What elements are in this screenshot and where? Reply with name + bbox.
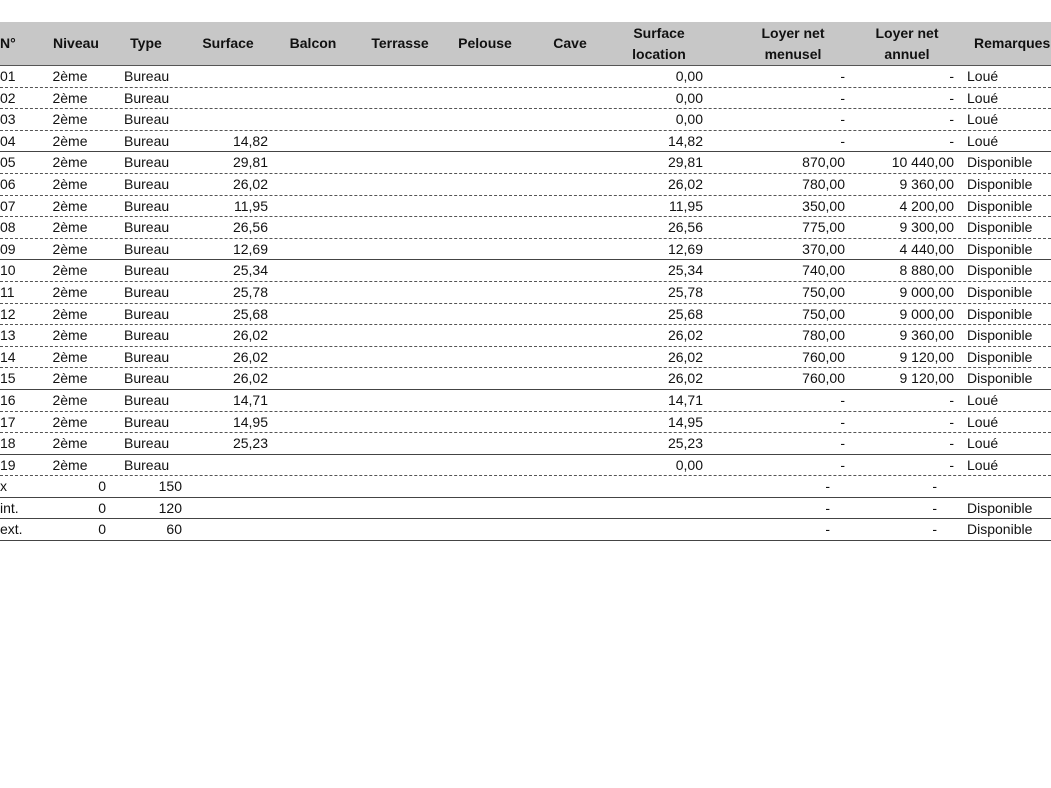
cell-type: Bureau (124, 219, 170, 236)
cell-niveau: 2ème (52, 305, 88, 322)
cell-surface-location: 14,71 (667, 391, 703, 408)
cell-surface-location: 0,00 (675, 456, 703, 473)
cell-loyer-annuel: 9 360,00 (899, 327, 954, 344)
table-row (0, 217, 1051, 239)
cell-loyer-mensuel: - (825, 521, 830, 538)
cell-loyer-annuel: - (932, 521, 937, 538)
table-header-row (0, 22, 1051, 66)
cell-remarques: Loué (967, 435, 999, 452)
cell-loyer-annuel: 9 120,00 (899, 370, 954, 387)
cell-remarques (967, 476, 1051, 496)
cell-type: Bureau (124, 327, 170, 344)
cell-num: ext. (0, 521, 23, 538)
table-row (0, 282, 1051, 304)
cell-loyer-annuel: - (949, 456, 954, 473)
cell-surface-location: 0,00 (675, 89, 703, 106)
cell-num: 16 (0, 391, 16, 408)
cell-surface: 25,78 (232, 283, 268, 300)
cell-niveau: 2ème (52, 391, 88, 408)
cell-loyer-mensuel: 750,00 (802, 283, 845, 300)
cell-remarques: Disponible (967, 283, 1033, 300)
cell-num: 10 (0, 262, 16, 279)
cell-surface (200, 109, 268, 129)
cell-loyer-annuel: - (932, 499, 937, 516)
cell-remarques: Disponible (967, 154, 1033, 171)
cell-niveau: 2ème (52, 283, 88, 300)
cell-loyer-annuel: 4 200,00 (899, 197, 954, 214)
cell-loyer-annuel: - (949, 132, 954, 149)
cell-loyer-mensuel: - (840, 456, 845, 473)
table-row (0, 196, 1051, 218)
cell-remarques: Loué (967, 391, 999, 408)
cell-surface (200, 455, 268, 475)
cell-loyer-mensuel: 775,00 (802, 219, 845, 236)
cell-loyer-mensuel: - (840, 68, 845, 84)
cell-num: x (0, 478, 7, 495)
cell-surface-location: 0,00 (675, 111, 703, 128)
cell-niveau: 2ème (52, 240, 88, 257)
header-num: N° (0, 35, 16, 51)
table-row (0, 260, 1051, 282)
cell-surface: 26,56 (232, 219, 268, 236)
cell-surface-location: 26,02 (667, 175, 703, 192)
cell-niveau: 2ème (52, 154, 88, 171)
cell-surface (200, 88, 268, 108)
cell-type: Bureau (124, 391, 170, 408)
header-surface-location: Surface location (632, 24, 686, 62)
cell-surface-location: 26,02 (667, 370, 703, 387)
table-row (0, 368, 1051, 390)
cell-loyer-mensuel: 760,00 (802, 348, 845, 365)
cell-loyer-mensuel: - (840, 111, 845, 128)
cell-loyer-annuel: - (949, 391, 954, 408)
cell-surface: 26,02 (232, 175, 268, 192)
cell-type: Bureau (124, 68, 170, 84)
cell-type: Bureau (124, 283, 170, 300)
table-row (0, 88, 1051, 110)
cell-loyer-annuel: 10 440,00 (891, 154, 954, 171)
cell-loyer-mensuel: - (840, 435, 845, 452)
header-cave: Cave (553, 35, 587, 51)
cell-type: Bureau (124, 132, 170, 149)
cell-type: Bureau (124, 305, 170, 322)
header-loyer-annuel: Loyer net annuel (875, 24, 939, 62)
cell-surface: 26,02 (232, 327, 268, 344)
table-row (0, 304, 1051, 326)
header-balcon: Balcon (289, 35, 337, 51)
cell-loyer-mensuel: - (840, 89, 845, 106)
cell-num: 02 (0, 89, 16, 106)
cell-remarques: Disponible (967, 305, 1033, 322)
table-row (0, 476, 1051, 498)
cell-num: 08 (0, 219, 16, 236)
cell-loyer-annuel: 8 880,00 (899, 262, 954, 279)
table-row (0, 498, 1051, 520)
cell-loyer-annuel: 9 000,00 (899, 305, 954, 322)
table-row (0, 519, 1051, 541)
cell-num: 13 (0, 327, 16, 344)
cell-remarques: Loué (967, 132, 999, 149)
cell-loyer-mensuel: 780,00 (802, 327, 845, 344)
cell-remarques: Loué (967, 68, 999, 84)
cell-niveau: 0 (98, 478, 106, 495)
cell-remarques: Disponible (967, 499, 1033, 516)
cell-surface-location: 29,81 (667, 154, 703, 171)
cell-loyer-mensuel: - (840, 132, 845, 149)
cell-loyer-annuel: - (949, 89, 954, 106)
cell-surface: 11,95 (234, 197, 268, 214)
table-row (0, 433, 1051, 455)
table-body (0, 66, 1051, 541)
header-terrasse: Terrasse (371, 35, 429, 51)
table-row (0, 66, 1051, 88)
table-row (0, 325, 1051, 347)
cell-num: 03 (0, 111, 16, 128)
cell-loyer-mensuel: 370,00 (802, 240, 845, 257)
cell-type: Bureau (124, 175, 170, 192)
cell-remarques: Loué (967, 456, 999, 473)
cell-niveau: 2ème (52, 370, 88, 387)
header-type: Type (130, 35, 162, 51)
cell-loyer-mensuel: 750,00 (802, 305, 845, 322)
cell-loyer-mensuel: - (825, 478, 830, 495)
header-remarques: Remarques (974, 35, 1051, 51)
cell-num: 19 (0, 456, 16, 473)
rental-table (0, 22, 1051, 541)
cell-type: 150 (158, 478, 182, 495)
cell-remarques: Disponible (967, 348, 1033, 365)
cell-loyer-mensuel: 780,00 (802, 175, 845, 192)
cell-num: 17 (0, 413, 16, 430)
cell-remarques: Disponible (967, 175, 1033, 192)
table-row (0, 239, 1051, 261)
cell-niveau: 2ème (52, 456, 88, 473)
cell-niveau: 2ème (52, 327, 88, 344)
cell-remarques: Loué (967, 413, 999, 430)
cell-remarques: Disponible (967, 327, 1033, 344)
cell-surface: 14,95 (232, 413, 268, 430)
cell-loyer-mensuel: - (840, 391, 845, 408)
cell-surface-location: 14,95 (667, 413, 703, 430)
cell-type: Bureau (124, 89, 170, 106)
cell-surface-location: 26,02 (667, 327, 703, 344)
cell-type: 120 (158, 499, 182, 516)
cell-surface: 26,02 (232, 348, 268, 365)
cell-type: Bureau (124, 111, 170, 128)
cell-type: Bureau (124, 370, 170, 387)
cell-niveau: 2ème (52, 111, 88, 128)
cell-loyer-annuel: - (949, 413, 954, 430)
cell-num: 11 (0, 283, 15, 300)
table-row (0, 347, 1051, 369)
cell-surface: 25,68 (232, 305, 268, 322)
cell-remarques: Disponible (967, 240, 1033, 257)
cell-type: Bureau (124, 413, 170, 430)
cell-niveau: 2ème (52, 197, 88, 214)
cell-surface-location: 25,78 (667, 283, 703, 300)
cell-surface: 12,69 (232, 240, 268, 257)
header-surface: Surface (202, 35, 254, 51)
cell-num: 07 (0, 197, 16, 214)
cell-loyer-annuel: - (949, 435, 954, 452)
table-row (0, 131, 1051, 153)
cell-surface-location: 25,68 (667, 305, 703, 322)
cell-surface: 14,82 (232, 132, 268, 149)
cell-loyer-mensuel: 760,00 (802, 370, 845, 387)
cell-num: 18 (0, 435, 16, 452)
cell-surface-location: 26,02 (667, 348, 703, 365)
table-row (0, 152, 1051, 174)
cell-surface-location: 25,23 (667, 435, 703, 452)
cell-niveau: 2ème (52, 219, 88, 236)
cell-type: Bureau (124, 240, 170, 257)
cell-loyer-mensuel: 350,00 (802, 197, 845, 214)
cell-num: 05 (0, 154, 16, 171)
cell-niveau: 0 (98, 521, 106, 538)
cell-num: 09 (0, 240, 16, 257)
cell-surface (200, 66, 268, 86)
cell-num: 14 (0, 348, 16, 365)
cell-loyer-annuel: 9 360,00 (899, 175, 954, 192)
cell-surface-location: 0,00 (675, 68, 703, 84)
table-row (0, 390, 1051, 412)
cell-loyer-annuel: 9 120,00 (899, 348, 954, 365)
table-row (0, 412, 1051, 434)
cell-loyer-annuel: 9 300,00 (899, 219, 954, 236)
cell-loyer-mensuel: - (825, 499, 830, 516)
cell-surface: 25,34 (232, 262, 268, 279)
cell-surface-location: 14,82 (667, 132, 703, 149)
table-row (0, 455, 1051, 477)
cell-type: Bureau (124, 154, 170, 171)
table-row (0, 109, 1051, 131)
cell-niveau: 2ème (52, 435, 88, 452)
header-niveau: Niveau (53, 35, 99, 51)
cell-niveau: 2ème (52, 175, 88, 192)
cell-loyer-annuel: - (932, 478, 937, 495)
cell-remarques: Disponible (967, 262, 1033, 279)
cell-surface: 29,81 (232, 154, 268, 171)
header-loyer-mensuel: Loyer net menusel (761, 24, 825, 62)
cell-type: Bureau (124, 197, 170, 214)
cell-niveau: 2ème (52, 132, 88, 149)
header-pelouse: Pelouse (458, 35, 512, 51)
cell-remarques: Loué (967, 111, 999, 128)
cell-loyer-annuel: - (949, 68, 954, 84)
cell-loyer-mensuel: 870,00 (802, 154, 845, 171)
cell-surface-location: 26,56 (667, 219, 703, 236)
cell-num: 04 (0, 132, 16, 149)
cell-surface: 26,02 (232, 370, 268, 387)
cell-loyer-annuel: 9 000,00 (899, 283, 954, 300)
cell-num: 12 (0, 305, 16, 322)
cell-type: Bureau (124, 348, 170, 365)
cell-num: 15 (0, 370, 16, 387)
table-row (0, 174, 1051, 196)
cell-num: 01 (0, 68, 16, 84)
cell-niveau: 2ème (52, 413, 88, 430)
cell-num: int. (0, 499, 19, 516)
cell-niveau: 2ème (52, 68, 88, 84)
cell-remarques: Loué (967, 89, 999, 106)
cell-loyer-mensuel: 740,00 (802, 262, 845, 279)
cell-niveau: 2ème (52, 348, 88, 365)
cell-remarques: Disponible (967, 219, 1033, 236)
cell-surface-location: 25,34 (667, 262, 703, 279)
cell-num: 06 (0, 175, 16, 192)
cell-loyer-annuel: 4 440,00 (899, 240, 954, 257)
cell-surface: 25,23 (232, 435, 268, 452)
cell-niveau: 2ème (52, 262, 88, 279)
cell-type: Bureau (124, 456, 170, 473)
cell-surface: 14,71 (232, 391, 268, 408)
cell-remarques: Disponible (967, 521, 1033, 538)
cell-niveau: 0 (98, 499, 106, 516)
cell-type: Bureau (124, 435, 170, 452)
cell-loyer-mensuel: - (840, 413, 845, 430)
cell-remarques: Disponible (967, 370, 1033, 387)
cell-type: 60 (166, 521, 182, 538)
cell-type: Bureau (124, 262, 170, 279)
cell-surface-location: 11,95 (669, 197, 703, 214)
cell-loyer-annuel: - (949, 111, 954, 128)
cell-surface-location: 12,69 (667, 240, 703, 257)
cell-remarques: Disponible (967, 197, 1033, 214)
cell-niveau: 2ème (52, 89, 88, 106)
